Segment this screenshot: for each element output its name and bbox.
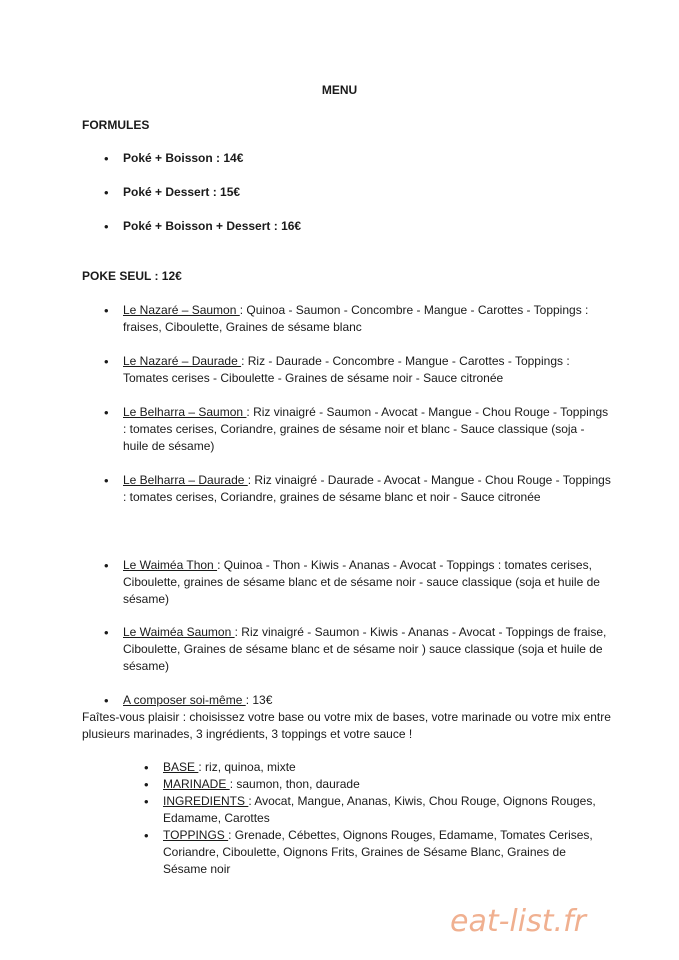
composer-name: TOPPINGS [163,828,229,842]
poke-item-belharra-saumon [123,404,613,455]
composer-name: BASE [163,760,199,774]
composer-item-marinade [163,776,613,793]
poke-desc: : Quinoa - Thon - Kiwis - Ananas - Avocat - Toppings : tomates cerises, Ciboulette, graines de sésame blanc et de sésame noir - sauce classique (soja et huile de sésame) [123,558,600,606]
poke-desc: : Riz vinaigré - Saumon - Avocat - Mangue - Chou Rouge - Toppings : tomates cerises, Coriandre, graines de sésame noir et blanc - Sauce classique (soja - huile de sésame) [123,405,609,453]
poke-item-waimea-saumon [123,624,613,675]
formule-item: Poké + Boisson : 14€ [123,151,244,165]
poke-desc: : Riz vinaigré - Saumon - Kiwis - Ananas - Avocat - Toppings de fraise, Ciboulette, Graines de sésame blanc et de sésame noir ) sauce classique (soja et huile de sésame) [123,625,607,673]
poke-desc: : 13€ [245,693,273,707]
bullet-icon: • [104,354,109,369]
poke-name: Le Nazaré – Daurade [123,354,242,368]
bullet-icon: • [104,303,109,318]
composer-desc: : riz, quinoa, mixte [198,760,296,774]
page-title: MENU [321,83,358,97]
bullet-icon: • [144,794,149,809]
poke-item-nazare-saumon [123,302,613,336]
formules-heading: FORMULES [82,118,150,132]
bullet-icon: • [144,828,149,843]
composer-desc: : saumon, thon, daurade [229,777,360,791]
poke-name: Le Nazaré – Saumon [123,303,240,317]
bullet-icon: • [104,473,109,488]
poke-seul-heading: POKE SEUL : 12€ [82,269,182,283]
composer-item-base [163,759,613,776]
bullet-icon: • [144,760,149,775]
bullet-icon: • [104,405,109,420]
poke-desc: : Quinoa - Saumon - Concombre - Mangue - Carottes - Toppings : fraises, Ciboulette, Graines de sésame blanc [123,303,589,334]
bullet-icon: • [144,777,149,792]
formule-item: Poké + Dessert : 15€ [123,185,241,199]
composer-item-toppings [163,827,613,878]
watermark-logo: eat-list.fr [450,904,586,939]
poke-name: Le Belharra – Daurade [123,473,248,487]
poke-name: Le Belharra – Saumon [123,405,247,419]
poke-name: Le Waiméa Thon [123,558,218,572]
poke-item-composer [123,692,613,709]
composer-name: MARINADE [163,777,230,791]
poke-item-belharra-daurade [123,472,613,506]
formule-item: Poké + Boisson + Dessert : 16€ [123,219,302,233]
bullet-icon: • [104,625,109,640]
composer-name: INGREDIENTS [163,794,249,808]
composer-intro: Faîtes-vous plaisir : choisissez votre base ou votre mix de bases, votre marinade ou votre mix entre plusieurs marinades, 3 ingrédients, 3 toppings et votre sauce ! [82,710,611,741]
composer-desc: : Avocat, Mangue, Ananas, Kiwis, Chou Rouge, Oignons Rouges, Edamame, Carottes [163,794,596,825]
composer-item-ingredients [163,793,613,827]
bullet-icon: • [104,151,109,166]
bullet-icon: • [104,558,109,573]
poke-desc: : Riz vinaigré - Daurade - Avocat - Mangue - Chou Rouge - Toppings : tomates cerises, Coriandre, graines de sésame blanc et noir - Sauce citronée [123,473,611,504]
bullet-icon: • [104,219,109,234]
bullet-icon: • [104,693,109,708]
poke-item-nazare-daurade [123,353,613,387]
composer-desc: : Grenade, Cébettes, Oignons Rouges, Edamame, Tomates Cerises, Coriandre, Ciboulette, Oignons Frits, Graines de Sésame Blanc, Graines de Sésame noir [163,828,593,876]
poke-name: A composer soi-même [123,693,246,707]
poke-item-waimea-thon [123,557,613,608]
poke-desc: : Riz - Daurade - Concombre - Mangue - Carottes - Toppings : Tomates cerises - Ciboulette - Graines de sésame noir - Sauce citronée [123,354,570,385]
poke-name: Le Waiméa Saumon [123,625,235,639]
bullet-icon: • [104,185,109,200]
